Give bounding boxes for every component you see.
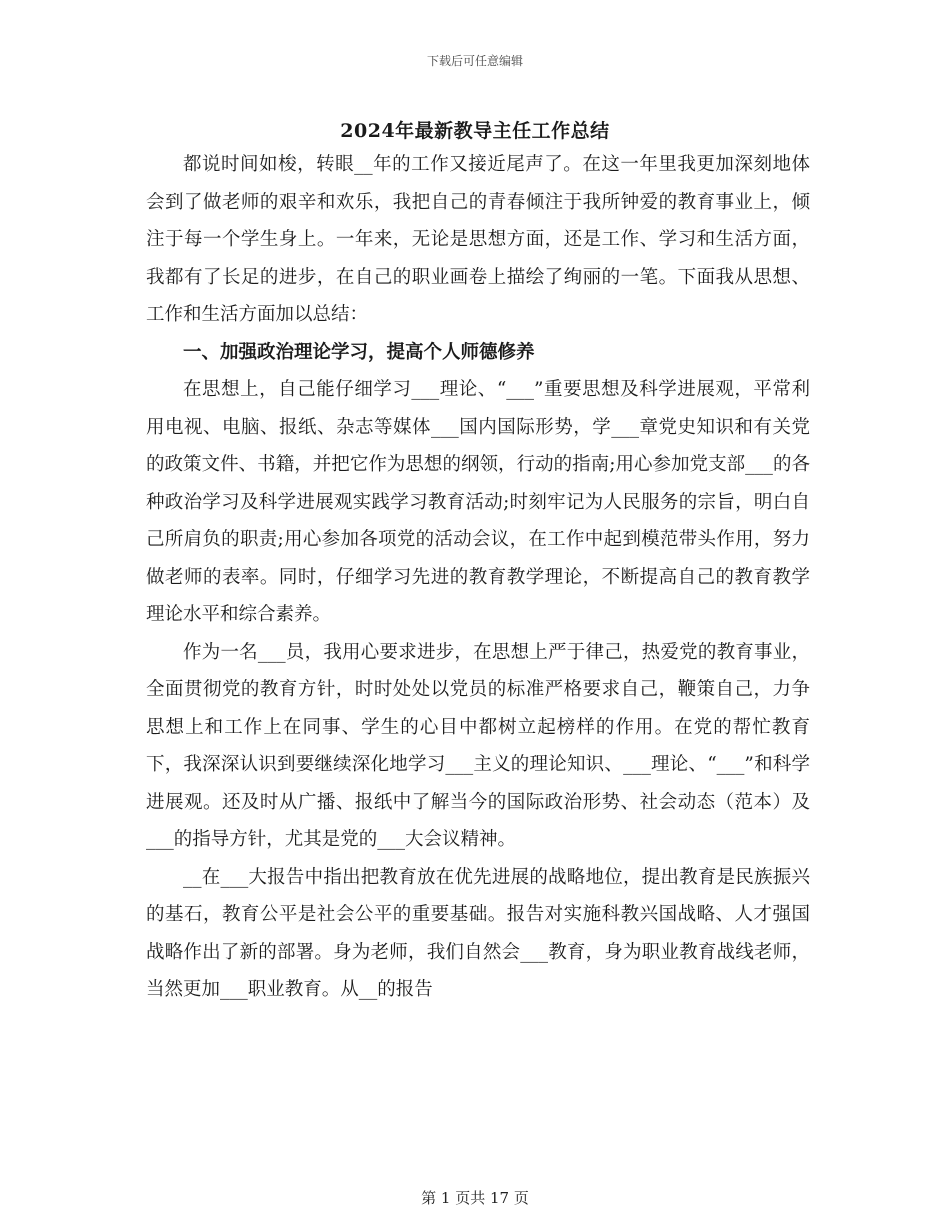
- document-title: 2024年最新教导主任工作总结: [340, 120, 610, 142]
- intro-paragraph: 都说时间如梭，转眼__年的工作又接近尾声了。在这一年里我更加深刻地体会到了做老师的艰辛和欢乐，我把自己的青春倾注于我所钟爱的教育事业上，倾注于每一个学生身上。一年来，无论是思想方面，还是工作、学习和生活方面，我都有了长足的进步，在自己的职业画卷上描绘了绚丽的一笔。下面我从思想、工作和生活方面加以总结：: [146, 154, 810, 325]
- page-header-note: 下载后可任意编辑: [426, 54, 523, 68]
- body-paragraph: __在___大报告中指出把教育放在优先进展的战略地位，提出教育是民族振兴的基石，教育公平是社会公平的重要基础。报告对实施科教兴国战略、人才强国战略作出了新的部署。身为老师，我们自然会___教育，身为职业教育战线老师，当然更加___职业教育。从__的报告: [146, 866, 810, 1000]
- section-heading: 一、加强政治理论学习，提高个人师德修养: [183, 341, 535, 363]
- body-paragraph: 在思想上，自己能仔细学习___理论、“___”重要思想及科学进展观，平常利用电视、电脑、报纸、杂志等媒体___国内国际形势，学___章党史知识和有关党的政策文件、书籍，并把它作为思想的纲领，行动的指南;用心参加党支部___的各种政治学习及科学进展观实践学习教育活动;时刻牢记为人民服务的宗旨，明白自己所肩负的职责;用心参加各项党的活动会议，在工作中起到模范带头作用，努力做老师的表率。同时，仔细学习先进的教育教学理论，不断提高自己的教育教学理论水平和综合素养。: [146, 379, 810, 625]
- body-paragraph: 作为一名___员，我用心要求进步，在思想上严于律己，热爱党的教育事业，全面贯彻党的教育方针，时时处处以党员的标准严格要求自己，鞭策自己，力争思想上和工作上在同事、学生的心目中都树立起榜样的作用。在党的帮忙教育下，我深深认识到要继续深化地学习___主义的理论知识、___理论、“___”和科学进展观。还及时从广播、报纸中了解当今的国际政治形势、社会动态（范本）及___的指导方针，尤其是党的___大会议精神。: [146, 641, 810, 850]
- page-footer-page-number: 第 1 页共 17 页: [421, 1189, 529, 1207]
- document-body: [146, 146, 810, 1009]
